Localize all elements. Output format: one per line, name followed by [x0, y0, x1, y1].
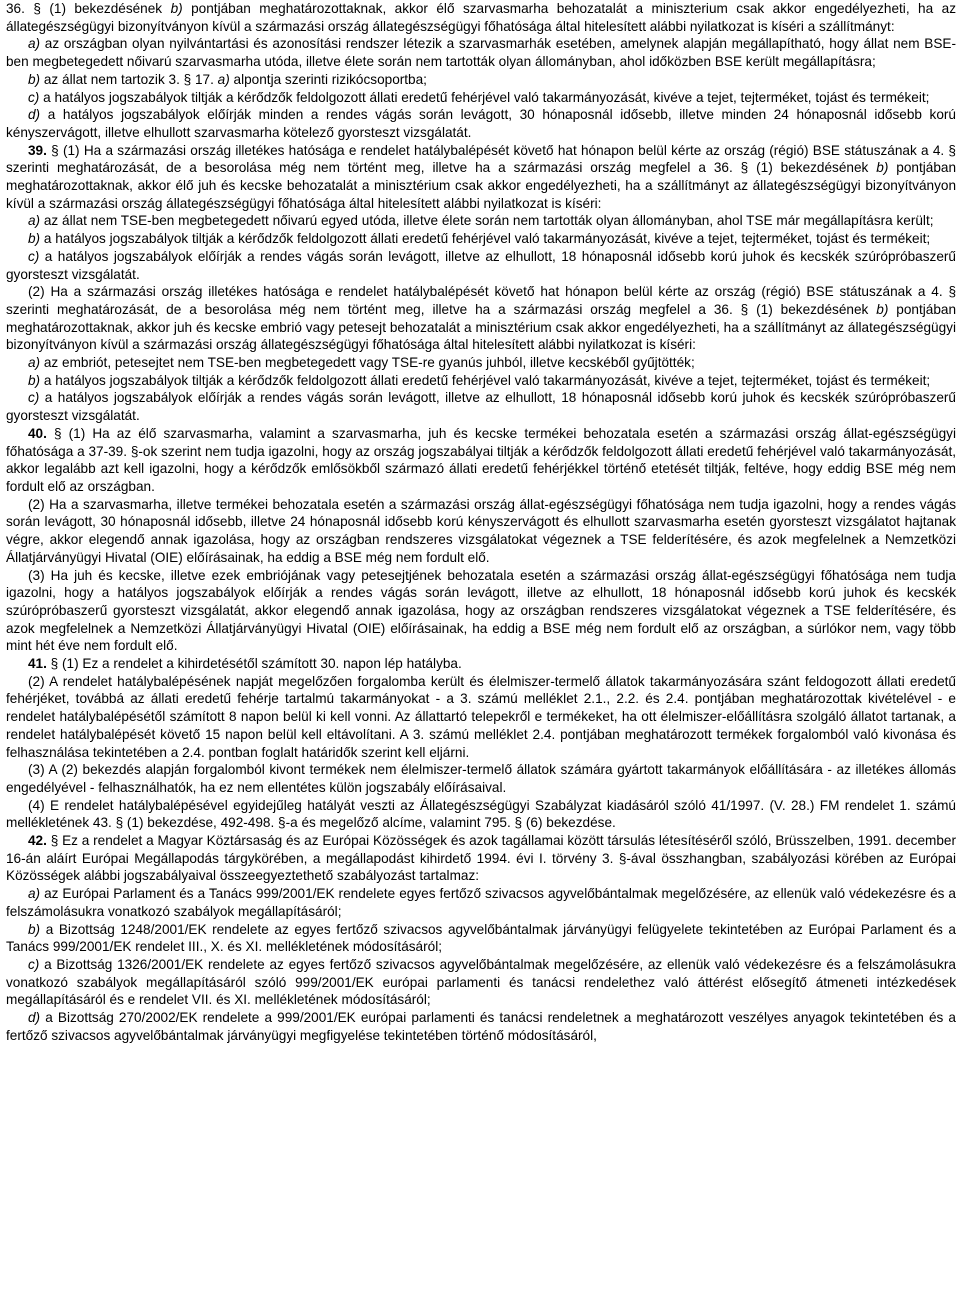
section-number: 40.	[28, 425, 47, 441]
section-number: 42.	[28, 833, 47, 849]
para-42-b	[6, 921, 956, 956]
para-42-a	[6, 885, 956, 920]
item-marker: b)	[28, 231, 41, 247]
paragraph-text: az országban olyan nyilvántartási és azonosítási rendszer létezik a szarvasmarhák esetében, amelynek alapján megállapítható, hogy állat nem BSE-ben megbetegedett nőivarú szarvasmarha utóda, illetve élete során nem tartották olyan állományban, ahol időközben BSE került megállapításra;	[6, 36, 956, 70]
para-42	[6, 832, 956, 885]
item-marker: a)	[28, 355, 41, 371]
para-39-2	[6, 283, 956, 354]
item-marker: a)	[217, 71, 230, 87]
para-41-2	[6, 673, 956, 762]
paragraph-text: a hatályos jogszabályok előírják minden a rendes vágás során levágott, 30 hónaposnál idősebb, illetve minden 24 hónaposnál idősebb korú kényszervágott, illetve elhullott szarvasmarha kötelező gyorsteszt vizsgálatát.	[6, 107, 956, 140]
paragraph-text: a hatályos jogszabályok tiltják a kérődzők feldolgozott állati eredetű fehérjével való takarmányozását, kivéve a tejet, tejterméket, tojást és termékeit;	[40, 231, 931, 247]
paragraph-text: az embriót, petesejtet nem TSE-ben megbetegedett vagy TSE-re gyanús juhból, illetve kecskéből gyűjtötték;	[40, 355, 695, 371]
item-marker: c)	[28, 89, 40, 105]
item-marker: a)	[28, 213, 41, 229]
paragraph-text: § (1) Ez a rendelet a kihirdetésétől számított 30. napon lép hatályba.	[46, 656, 462, 672]
paragraph-text: az állat nem TSE-ben megbetegedett nőivarú egyed utóda, illetve élete során nem tartották olyan állományban, ahol TSE már megállapításra került;	[40, 213, 934, 229]
para-41-3	[6, 761, 956, 796]
item-marker: c)	[28, 248, 40, 264]
paragraph-text: § (1) Ha a származási ország illetékes hatósága e rendelet hatálybalépését követő hat hónapon belül kérte az ország (régió) BSE státuszának a 4. § szerinti meghatározását, de a besorolása még nem történt meg, illetve ha a származási ország megfelel a 36. § (1) bekezdésének	[6, 142, 956, 176]
paragraph-text: a hatályos jogszabályok előírják a rendes vágás során levágott, illetve az elhullott, 18 hónaposnál idősebb korú juhok és kecskék szúrópróbaszerű gyorsteszt vizsgálatát.	[6, 248, 956, 282]
paragraph-text: a hatályos jogszabályok tiltják a kérődzők feldolgozott állati eredetű fehérjével való takarmányozását, kivéve a tejet, tejterméket, tojást és termékeit;	[40, 372, 931, 388]
paragraph-text: alpontja szerinti rizikócsoportba;	[229, 71, 427, 87]
para-40-1	[6, 425, 956, 496]
paragraph-text: (2) Ha a származási ország illetékes hatósága e rendelet hatálybalépését követő hat hónapon belül kérte az ország (régió) BSE státuszának a 4. § szerinti meghatározását, de a besorolása még nem történt meg, illetve ha a származási ország megfelel a 36. § (1) bekezdésének	[6, 284, 956, 317]
para-40-2	[6, 496, 956, 567]
paragraph-text: pontjában meghatározottaknak, akkor juh és kecske embrió vagy petesejt behozatalát a minisztérium csak akkor engedélyezheti, ha a szállítmányt az állategészségügyi bizonyítványon kívül a származási ország állategészségügyi főhatósága által hitelesített alábbi nyilatkozat is kíséri:	[6, 301, 957, 353]
paragraph-text: az Európai Parlament és a Tanács 999/2001/EK rendelete egyes fertőző szivacsos agyvelőbántalmak megelőzésére, az ellenük való védekezésre és a felszámolásukra vonatkozó szabályok megállapításáról;	[6, 886, 956, 919]
paragraph-text: § (1) Ha az élő szarvasmarha, valamint a szarvasmarha, juh és kecske termékei behozatala esetén a származási ország állat-egészségügyi főhatósága a 37-39. §-ok szerint nem tudja igazolni, hogy az ország jogszabályai tiltják a kérődzők feldolgozott állati eredetű fehérjével való takarmányozását, akkor legalább azt kell igazolni, hogy a kérődzők emlősökből származó állati eredetű fehérjékkel történő etetését tiltják, feltéve, hogy eddig BSE még nem fordult elő az országban.	[6, 425, 956, 494]
para-39-2-b	[6, 372, 956, 390]
paragraph-text: (2) Ha a szarvasmarha, illetve termékei behozatala esetén a származási ország állat-egészségügyi főhatósága nem tudja igazolni, hogy a rendes vágás során levágott, 30 hónaposnál idősebb, illetve 24 hónaposnál idősebb korú kényszervágott és elhullott szarvasmarha esetén gyorsteszt vizsgálatot hajtanak végre, akkor elegendő annak igazolása, hogy az országban rendszeres vizsgálatokat végeznek a TSE felderítésére, és azok megfelelnek a Nemzetközi Állatjárványügyi Hivatal (OIE) előírásainak, ha eddig a BSE még nem fordult elő.	[6, 496, 956, 565]
section-number: 41.	[28, 656, 47, 672]
para-39-1-a	[6, 212, 956, 230]
para-36-1-b	[6, 71, 956, 89]
paragraph-text: az állat nem tartozik 3. § 17.	[40, 71, 218, 87]
para-36-1-a	[6, 35, 956, 70]
paragraph-text: a Bizottság 1326/2001/EK rendelete az egyes fertőző szivacsos agyvelőbántalmak megelőzésére, az ellenük való védekezésre és a felszámolásukra vonatkozó szabályok megállapításáról szóló 999/2001/EK európai parlamenti és tanácsi rendelethez való áttérést elősegítő átmeneti intézkedések megállapításáról és e rendelet VII. és XI. mellékletének módosításáról;	[6, 956, 956, 1008]
item-marker: d)	[28, 107, 41, 123]
para-39-1-b	[6, 230, 956, 248]
para-39-1	[6, 142, 956, 213]
paragraph-text: a Bizottság 270/2002/EK rendelete a 999/2001/EK európai parlamenti és tanácsi rendeletnek a meghatározott veszélyes anyagok tekintetében és a fertőző szivacsos agyvelőbántalmak járványügyi megfigyelése tekintetében történő módosításáról,	[6, 1010, 956, 1043]
paragraph-text: a hatályos jogszabályok tiltják a kérődzők feldolgozott állati eredetű fehérjével való takarmányozását, kivéve a tejet, tejterméket, tojást és termékeit;	[39, 89, 930, 105]
item-marker: b)	[28, 372, 41, 388]
paragraph-text: (4) E rendelet hatálybalépésével egyidejűleg hatályát veszti az Állategészségügyi Szabályzat kiadásáról szóló 41/1997. (V. 28.) FM rendelet 1. számú mellékletének 43. § (1) bekezdése, 492-498. §-a és megelőző alcíme, valamint 795. § (6) bekezdése.	[6, 797, 956, 831]
item-marker: c)	[28, 956, 40, 972]
para-39-1-c	[6, 248, 956, 283]
para-36-1-c	[6, 89, 956, 107]
item-marker: a)	[28, 36, 41, 52]
item-marker: b)	[876, 301, 889, 317]
para-36-1-d	[6, 106, 956, 141]
item-marker: b)	[876, 160, 889, 176]
item-marker: b)	[28, 71, 41, 87]
paragraph-text: a Bizottság 1248/2001/EK rendelete az egyes fertőző szivacsos agyvelőbántalmak járványügyi felügyelete tekintetében az Európai Parlament és a Tanács 999/2001/EK rendelet III., X. és XI. mellékletének módosításáról;	[6, 921, 956, 955]
paragraph-text: (2) A rendelet hatálybalépésének napját megelőzően forgalomba került és élelmiszer-termelő állatok takarmányozására szánt feldogozott állati eredetű fehérjéket, továbbá az állati eredetű fehérje tartalmú takarmányokat - a 3. számú melléklet 2.1., 2.2. és 2.4. pontjában meghatározottak kivételével - e rendelet hatálybalépésétől számított 8 napon belül ki kell vonni. Az állattartó telepekről e termékeket, ha ott élelmiszer-előállításra szolgáló állatot tartanak, a rendelet hatálybalépését követő 15 napon belül kell eltávolítani. A 3. számú melléklet 2.4. pontjában meghatározott termékek forgalomból való kivonása és felhasználása tekintetében a 2.4. pontban foglalt határidők szerint kell eljárni.	[6, 673, 956, 760]
para-39-2-c	[6, 389, 956, 424]
para-40-3	[6, 567, 956, 656]
para-36-1-head	[6, 0, 956, 35]
paragraph-text: 36. § (1) bekezdésének	[6, 1, 171, 16]
para-42-c	[6, 956, 956, 1009]
para-42-d	[6, 1009, 956, 1044]
para-41-4	[6, 797, 956, 832]
paragraph-text: pontjában meghatározottaknak, akkor élő szarvasmarha behozatalát a miniszterium csak akkor engedélyezheti, ha az állategészségügyi bizonyítványon kívül a származási ország állategészségügyi főhatósága által hitelesített alábbi nyilatkozat is kíséri a szállítmányt:	[6, 1, 956, 34]
paragraph-text: pontjában meghatározottaknak, akkor élő juh és kecske behozatalát a minisztérium csak akkor engedélyezheti, ha a szállítmányt az állategészségügyi bizonyítványon kívül a származási ország állategészségügyi főhatósága által hitelesített alábbi nyilatkozat is kíséri:	[6, 160, 957, 211]
paragraph-text: § Ez a rendelet a Magyar Köztársaság és az Európai Közösségek és azok tagállamai között társulás létesítéséről szóló, Brüsszelben, 1991. december 16-án aláírt Európai Megállapodás tárgykörében, a megállapodást kihirdető 1994. évi I. törvény 3. §-ával összhangban, szabályozási körében az Európai Közösségek alábbi jogszabályaival összeegyeztethető szabályozást tartalmaz:	[6, 833, 956, 884]
item-marker: c)	[28, 390, 40, 406]
item-marker: a)	[28, 886, 41, 902]
item-marker: d)	[28, 1010, 41, 1026]
paragraph-text: (3) A (2) bekezdés alapján forgalomból kivont termékek nem élelmiszer-termelő állatok számára gyártott takarmányok előállítására - az illetékes állomás engedélyével - felhasználhatók, ha ez nem ellentétes külön jogszabály előírásaival.	[6, 762, 956, 795]
paragraph-text: a hatályos jogszabályok előírják a rendes vágás során levágott, illetve az elhullott, 18 hónaposnál idősebb korú juhok és kecskék szúrópróbaszerű gyorsteszt vizsgálatát.	[6, 390, 956, 424]
item-marker: b)	[28, 921, 41, 937]
para-39-2-a	[6, 354, 956, 372]
para-41-1	[6, 655, 956, 673]
item-marker: b)	[170, 1, 183, 16]
section-number: 39.	[28, 142, 47, 158]
paragraph-text: (3) Ha juh és kecske, illetve ezek embriójának vagy petesejtjének behozatala esetén a származási ország állat-egészségügyi főhatósága nem tudja igazolni, hogy a hatályos jogszabályok előírják a rendes vágás során levágott, illetve az elhullott, 18 hónaposnál idősebb korú juhok és kecskék szúrópróbaszerű gyorsteszt vizsgálatát, akkor elegendő annak igazolása, hogy az országban rendszeres vizsgálatokat végeznek a TSE felderítésére, és azok megfelelnek a Nemzetközi Állatjárványügyi Hivatal (OIE) előírásainak, ha eddig a BSE még nem fordult elő az országban, a súrlókor nem, vagy több mint hét éve nem fordult elő.	[6, 567, 956, 654]
